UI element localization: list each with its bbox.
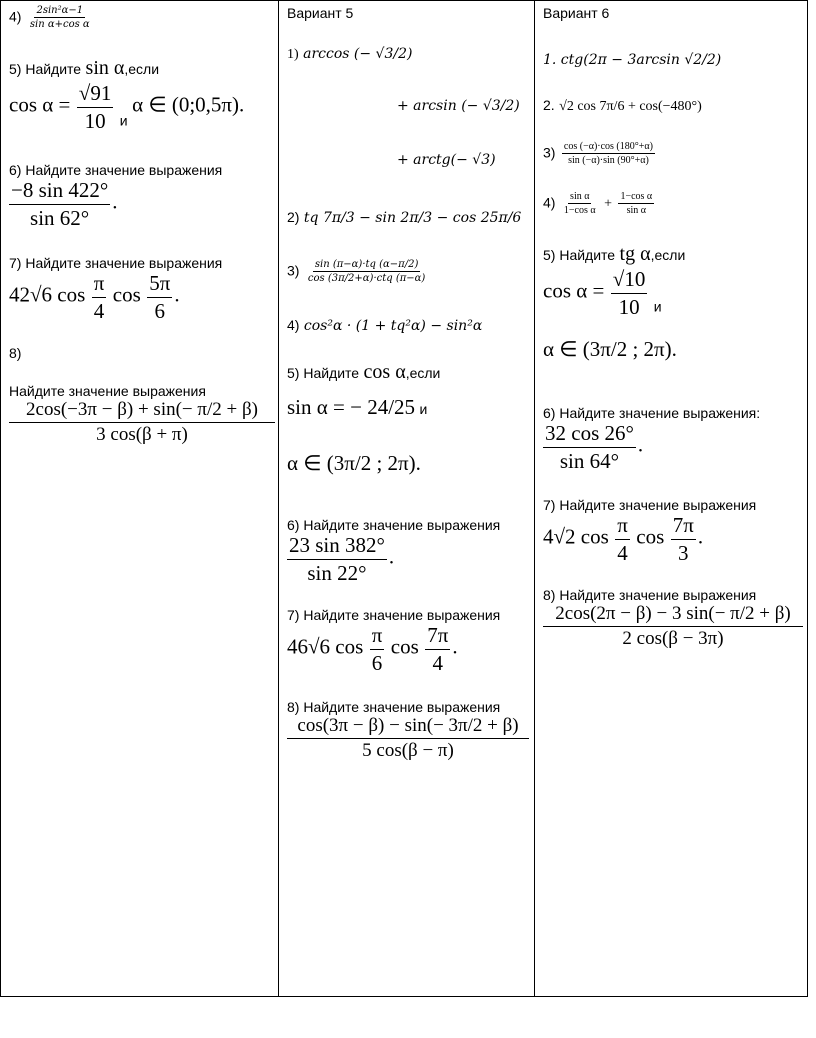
numerator: −8 sin 422° bbox=[9, 178, 110, 205]
task-6 bbox=[287, 517, 500, 586]
task-7 bbox=[543, 497, 756, 566]
numerator: cos (−α)·cos (180°+α) bbox=[563, 141, 653, 152]
expr-part: 42√6 cos bbox=[9, 282, 86, 307]
title-text: Вариант 5 bbox=[287, 5, 354, 21]
task-label: 1) bbox=[287, 47, 299, 62]
task-4 bbox=[287, 317, 482, 335]
numerator: 23 sin 382° bbox=[287, 533, 387, 560]
numerator: sin (π−α)·tq (α−π/2) bbox=[314, 259, 419, 270]
task-7 bbox=[287, 607, 500, 676]
fraction bbox=[370, 623, 385, 676]
fraction bbox=[618, 191, 654, 216]
numerator: 2cos(−3π − β) + sin(− π/2 + β) bbox=[9, 399, 275, 423]
variant-title bbox=[287, 5, 353, 23]
denominator: 4 bbox=[93, 299, 105, 323]
task-text-suffix: ,если bbox=[405, 365, 441, 381]
fraction bbox=[562, 141, 655, 166]
denominator: 10 bbox=[84, 109, 106, 133]
denominator: 5 cos(β − π) bbox=[362, 740, 454, 761]
numerator: 1−cos α bbox=[620, 191, 653, 202]
numerator: 5π bbox=[147, 271, 172, 298]
denominator: 6 bbox=[371, 651, 383, 675]
fraction bbox=[92, 271, 107, 324]
fraction bbox=[306, 259, 427, 284]
denominator: 3 bbox=[678, 541, 689, 565]
fraction bbox=[9, 178, 110, 231]
expression: 1. ctg(2π − 3arcsin √2/2) bbox=[543, 52, 722, 68]
numerator: π bbox=[615, 513, 630, 540]
title-text: Вариант 6 bbox=[543, 5, 610, 21]
denominator: 10 bbox=[618, 295, 640, 319]
task-1 bbox=[543, 51, 721, 69]
column-variant-4 bbox=[1, 1, 279, 996]
condition-lhs: cos α = bbox=[543, 278, 605, 303]
fraction bbox=[147, 271, 172, 324]
numerator: 7π bbox=[671, 513, 696, 540]
denominator: 4 bbox=[432, 651, 444, 675]
task-text: 5) Найдите bbox=[543, 247, 616, 263]
denominator: cos (3π/2+α)·ctq (π−α) bbox=[307, 273, 426, 284]
target-expression: sin α bbox=[85, 57, 125, 79]
expr-part: cos bbox=[112, 282, 141, 307]
task-text: Найдите значение выражения bbox=[9, 383, 206, 399]
expr-line: arccos (− √3/2) bbox=[303, 46, 413, 62]
task-7 bbox=[9, 255, 222, 324]
task-label: 8) bbox=[9, 345, 22, 361]
task-1 bbox=[287, 45, 412, 63]
expr-part: cos bbox=[636, 524, 665, 549]
and-word: и bbox=[653, 298, 662, 315]
task-text: 8) Найдите значение выражения bbox=[543, 587, 757, 603]
task-8 bbox=[9, 383, 277, 446]
task-8 bbox=[287, 699, 531, 762]
target-expression: cos α bbox=[363, 361, 406, 383]
and-word: и bbox=[419, 401, 428, 417]
expr-part: 4√2 cos bbox=[543, 524, 609, 549]
numerator: π bbox=[92, 271, 107, 298]
task-text: 6) Найдите значение выражения bbox=[9, 162, 223, 178]
target-expression: tg α bbox=[619, 243, 651, 265]
task-text: 5) Найдите bbox=[287, 365, 360, 381]
denominator: sin (−α)·sin (90°+α) bbox=[568, 155, 649, 166]
period: . bbox=[112, 189, 118, 214]
numerator: 2sin²α−1 bbox=[36, 5, 84, 16]
period: . bbox=[637, 432, 644, 457]
fraction bbox=[9, 399, 275, 446]
task-3 bbox=[543, 141, 657, 166]
fraction bbox=[425, 623, 450, 676]
task-8 bbox=[543, 587, 805, 650]
task-1-line-2 bbox=[397, 97, 520, 115]
condition-lhs: cos α = bbox=[9, 92, 71, 117]
fraction bbox=[615, 513, 630, 566]
period: . bbox=[174, 282, 180, 307]
denominator: 1−cos α bbox=[563, 205, 596, 216]
fraction bbox=[287, 715, 529, 762]
period: . bbox=[388, 544, 395, 569]
plus-sign: + bbox=[604, 196, 612, 212]
denominator: sin 22° bbox=[307, 561, 367, 585]
task-label: 4) bbox=[543, 194, 556, 211]
task-5 bbox=[287, 361, 440, 384]
task-5-interval bbox=[287, 451, 421, 476]
task-2 bbox=[543, 97, 702, 115]
numerator: 2cos(2π − β) − 3 sin(− π/2 + β) bbox=[543, 603, 803, 627]
denominator: sin 62° bbox=[30, 206, 90, 230]
task-text: 6) Найдите значение выражения: bbox=[543, 405, 761, 421]
task-label: 3) bbox=[287, 262, 300, 279]
numerator: √91 bbox=[77, 81, 114, 108]
task-label: 3) bbox=[543, 144, 556, 161]
numerator: 32 cos 26° bbox=[543, 421, 636, 448]
task-label: 4) bbox=[287, 317, 300, 333]
task-text-suffix: ,если bbox=[124, 61, 160, 77]
expression: √2 cos 7π/6 + cos(−480°) bbox=[559, 99, 702, 114]
denominator: 3 cos(β + π) bbox=[96, 424, 188, 445]
task-5 bbox=[543, 243, 685, 266]
task-3 bbox=[287, 259, 429, 284]
fraction bbox=[287, 533, 387, 586]
task-text: 7) Найдите значение выражения bbox=[287, 607, 501, 623]
task-text: 8) Найдите значение выражения bbox=[287, 699, 501, 715]
numerator: π bbox=[370, 623, 385, 650]
denominator: sin α+cos α bbox=[29, 19, 90, 30]
task-1-line-3 bbox=[397, 151, 496, 169]
expr-part: 46√6 cos bbox=[287, 634, 364, 659]
expression: cos²α · (1 + tq²α) − sin²α bbox=[303, 318, 483, 334]
interval: α ∈ (3π/2 ; 2π). bbox=[287, 451, 421, 475]
fraction bbox=[562, 191, 598, 216]
task-5 bbox=[9, 57, 159, 80]
task-5-condition bbox=[543, 267, 662, 320]
task-2 bbox=[287, 209, 521, 227]
task-text: 5) Найдите bbox=[9, 61, 82, 77]
period: . bbox=[697, 524, 704, 549]
column-variant-5 bbox=[279, 1, 535, 996]
denominator: 4 bbox=[617, 541, 628, 565]
numerator: √10 bbox=[611, 267, 648, 294]
numerator: sin α bbox=[570, 191, 590, 202]
denominator: 6 bbox=[154, 299, 166, 323]
fraction bbox=[28, 5, 92, 30]
task-text-suffix: ,если bbox=[650, 247, 686, 263]
fraction bbox=[543, 421, 636, 474]
numerator: cos(3π − β) − sin(− 3π/2 + β) bbox=[287, 715, 529, 739]
task-5-condition bbox=[287, 395, 427, 420]
column-variant-6 bbox=[535, 1, 807, 996]
task-5-interval bbox=[543, 337, 677, 362]
task-label: 2. bbox=[543, 97, 555, 113]
task-8-label bbox=[9, 345, 21, 363]
condition-fraction bbox=[77, 81, 114, 134]
numerator: 7π bbox=[425, 623, 450, 650]
condition-fraction bbox=[611, 267, 648, 320]
task-text: 7) Найдите значение выражения bbox=[543, 497, 757, 513]
task-text: 6) Найдите значение выражения bbox=[287, 517, 501, 533]
variant-title bbox=[543, 5, 609, 23]
task-6 bbox=[543, 405, 760, 474]
task-6 bbox=[9, 162, 222, 231]
task-4 bbox=[9, 5, 94, 30]
task-label: 2) bbox=[287, 209, 300, 225]
task-text: 7) Найдите значение выражения bbox=[9, 255, 223, 271]
task-5-condition bbox=[9, 81, 244, 134]
fraction bbox=[671, 513, 696, 566]
denominator: sin 64° bbox=[559, 449, 620, 473]
fraction bbox=[543, 603, 803, 650]
interval: α ∈ (0;0,5π). bbox=[132, 92, 245, 117]
expression: tq 7π/3 − sin 2π/3 − cos 25π/6 bbox=[303, 210, 522, 226]
expr-line: + arcsin (− √3/2) bbox=[397, 98, 520, 114]
task-label: 4) bbox=[9, 8, 22, 25]
expr-line: + arctg(− √3) bbox=[397, 152, 496, 168]
period: . bbox=[452, 634, 458, 659]
task-4 bbox=[543, 191, 656, 216]
and-word: и bbox=[119, 112, 128, 129]
interval: α ∈ (3π/2 ; 2π). bbox=[543, 337, 677, 361]
expr-part: cos bbox=[390, 634, 419, 659]
condition: sin α = − 24/25 bbox=[287, 395, 416, 419]
denominator: 2 cos(β − 3π) bbox=[622, 628, 724, 649]
denominator: sin α bbox=[626, 205, 646, 216]
